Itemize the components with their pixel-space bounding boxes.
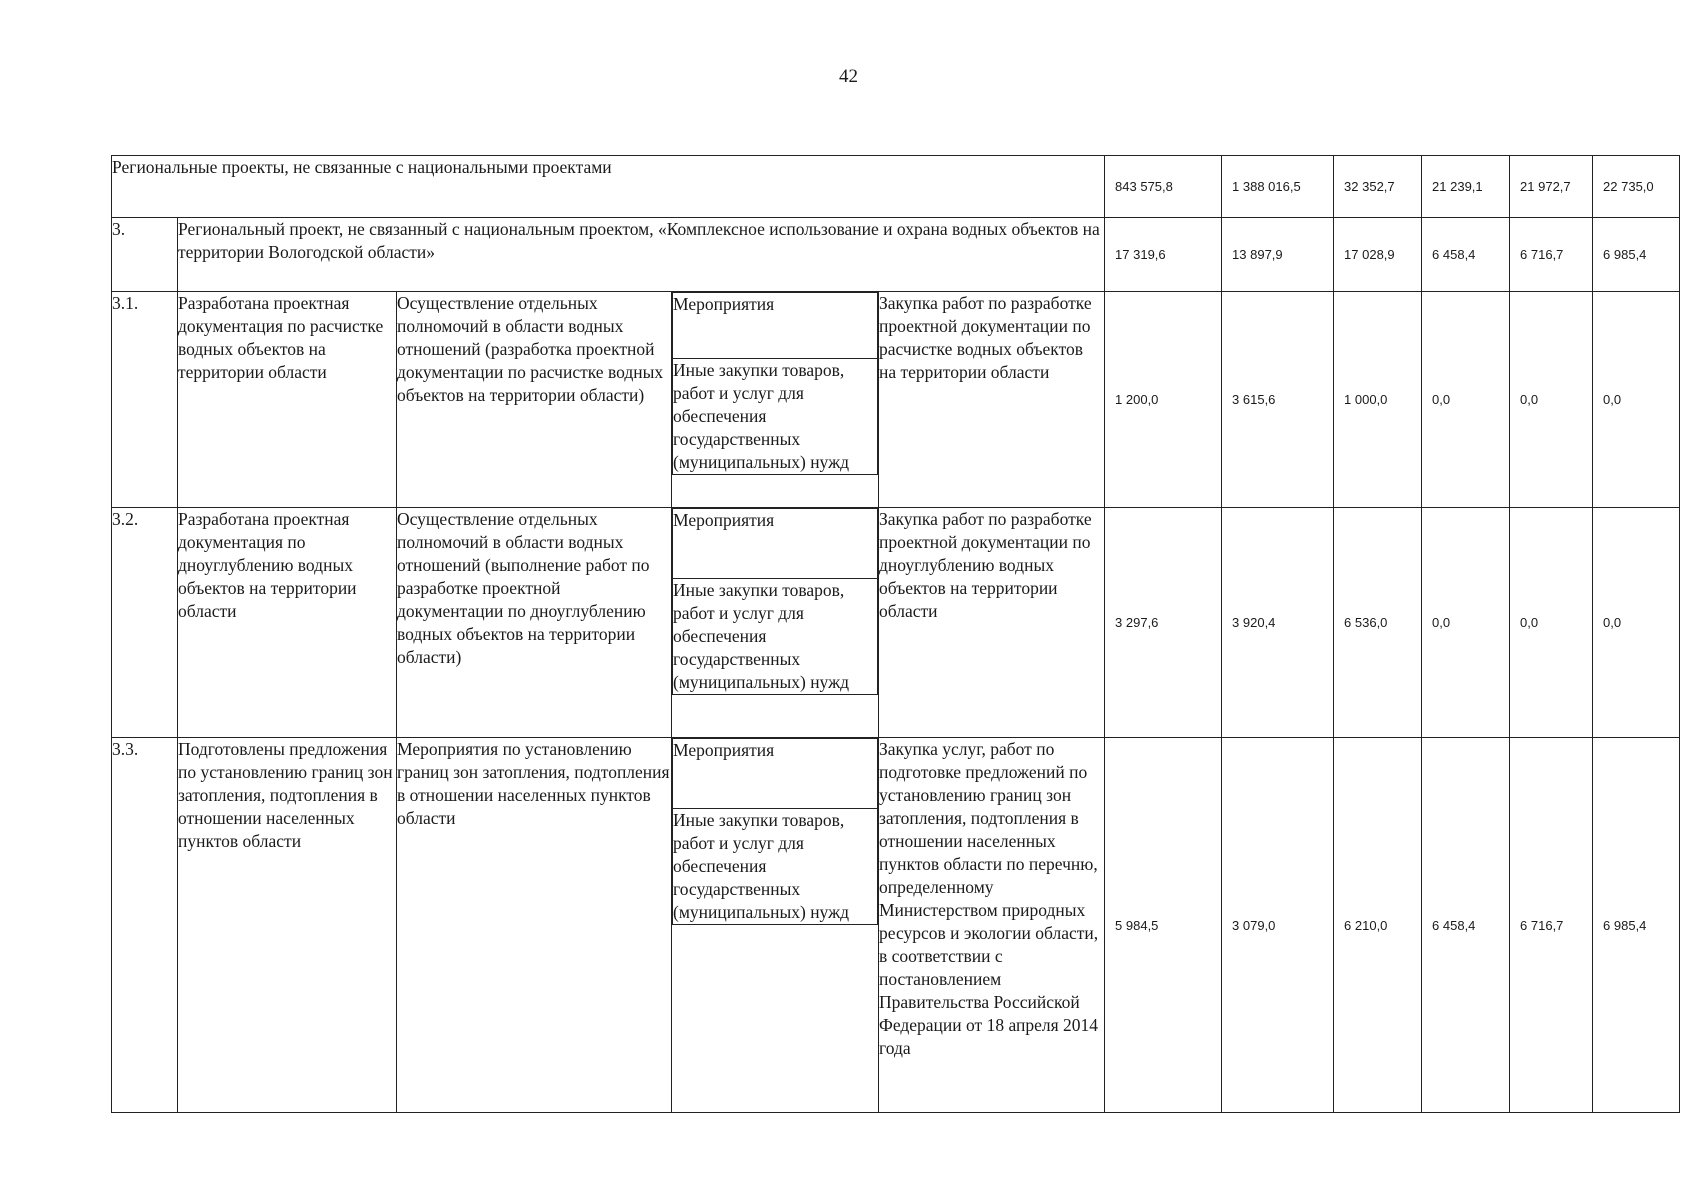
summary-value: 21 239,1 [1422,156,1510,218]
result-cell: Разработана проектная документация по дноуглублению водных объектов на территории области [178,508,397,738]
row-number: 3.3. [112,738,178,1113]
budget-table [111,155,1680,1113]
amount-value: 3 297,6 [1105,508,1222,738]
amount-value: 6 458,4 [1422,738,1510,1113]
table-row [112,292,1680,508]
summary-label: Региональные проекты, не связанные с национальными проектами [112,156,1105,218]
amount-value: 0,0 [1510,508,1593,738]
project-value: 17 319,6 [1105,218,1222,292]
amount-value: 1 200,0 [1105,292,1222,508]
amount-value: 0,0 [1422,292,1510,508]
activity-cell: Осуществление отдельных полномочий в области водных отношений (разработка проектной документации по расчистке водных объектов на территории области) [397,292,672,508]
row-number: 3. [112,218,178,292]
description-cell: Закупка работ по разработке проектной документации по дноуглублению водных объектов на территории области [879,508,1105,738]
page-number: 42 [839,66,858,87]
amount-value: 6 716,7 [1510,738,1593,1113]
summary-value: 32 352,7 [1334,156,1422,218]
summary-value: 1 388 016,5 [1222,156,1334,218]
summary-value: 21 972,7 [1510,156,1593,218]
amount-value: 6 985,4 [1593,738,1680,1113]
amount-value: 3 920,4 [1222,508,1334,738]
amount-value: 0,0 [1593,292,1680,508]
type-bottom: Иные закупки товаров, работ и услуг для обеспечения государственных (муниципальных) нужд [673,809,878,925]
project-label: Региональный проект, не связанный с национальным проектом, «Комплексное использование и охрана водных объектов на территории Вологодской области» [178,218,1105,292]
activity-cell: Осуществление отдельных полномочий в области водных отношений (выполнение работ по разработке проектной документации по дноуглублению водных объектов на территории области) [397,508,672,738]
amount-value: 0,0 [1510,292,1593,508]
project-value: 13 897,9 [1222,218,1334,292]
summary-value: 843 575,8 [1105,156,1222,218]
activity-cell: Мероприятия по установлению границ зон затопления, подтопления в отношении населенных пунктов области [397,738,672,1113]
type-top: Мероприятия [673,509,878,579]
amount-value: 1 000,0 [1334,292,1422,508]
project-value: 6 458,4 [1422,218,1510,292]
row-number: 3.1. [112,292,178,508]
amount-value: 0,0 [1593,508,1680,738]
type-top: Мероприятия [673,293,878,359]
amount-value: 6 210,0 [1334,738,1422,1113]
amount-value: 6 536,0 [1334,508,1422,738]
description-cell: Закупка услуг, работ по подготовке предложений по установлению границ зон затопления, подтопления в отношении населенных пунктов области по перечню, определенному Министерством природных ресурсов и экологии области, в соответствии с постановлением Правительства Российской Федерации от 18 апреля 2014 года [879,738,1105,1113]
type-bottom: Иные закупки товаров, работ и услуг для обеспечения государственных (муниципальных) нужд [673,579,878,695]
summary-value: 22 735,0 [1593,156,1680,218]
summary-row [112,156,1680,218]
type-cell [672,292,879,508]
result-cell: Разработана проектная документация по расчистке водных объектов на территории области [178,292,397,508]
row-number: 3.2. [112,508,178,738]
description-cell: Закупка работ по разработке проектной документации по расчистке водных объектов на территории области [879,292,1105,508]
amount-value: 0,0 [1422,508,1510,738]
table-row [112,738,1680,1113]
project-value: 17 028,9 [1334,218,1422,292]
table-row [112,508,1680,738]
amount-value: 3 079,0 [1222,738,1334,1113]
type-top: Мероприятия [673,739,878,809]
type-cell [672,738,879,1113]
project-value: 6 716,7 [1510,218,1593,292]
amount-value: 3 615,6 [1222,292,1334,508]
type-bottom: Иные закупки товаров, работ и услуг для обеспечения государственных (муниципальных) нужд [673,359,878,475]
project-value: 6 985,4 [1593,218,1680,292]
project-row [112,218,1680,292]
type-cell [672,508,879,738]
result-cell: Подготовлены предложения по установлению границ зон затопления, подтопления в отношении населенных пунктов области [178,738,397,1113]
amount-value: 5 984,5 [1105,738,1222,1113]
